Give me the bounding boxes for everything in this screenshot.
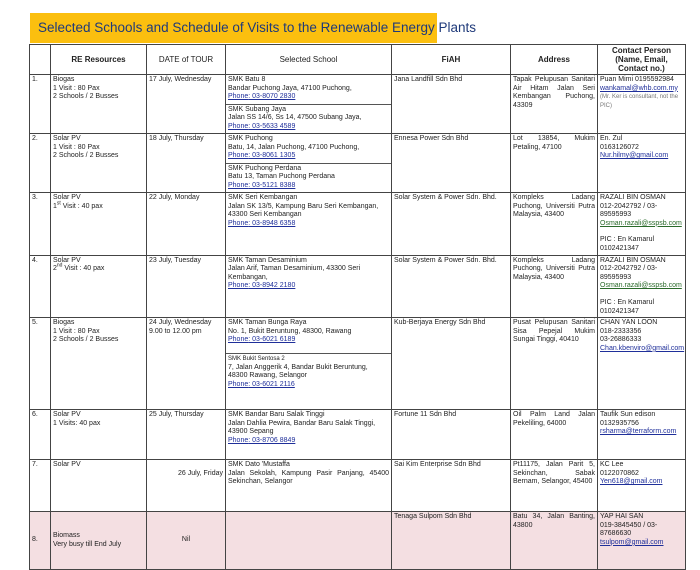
school-address: 7, Jalan Anggerik 4, Bandar Bukit Beruntung, 48300 Rawang, Selangor — [228, 363, 368, 380]
fiah-cell: Solar System & Power Sdn. Bhd. — [392, 193, 511, 256]
school-phone — [228, 437, 389, 446]
table-header-row — [30, 45, 686, 75]
school-cell — [226, 193, 392, 256]
contact-email-link[interactable]: Osman.razali@sspsb.com — [600, 219, 682, 227]
visit-number: 1 — [53, 202, 57, 210]
school-cell — [226, 134, 392, 193]
table-row — [30, 460, 686, 512]
phone-label: Phone — [228, 219, 249, 227]
contact-email-link[interactable]: Nur.hilmy@gmail.com — [600, 152, 669, 160]
school-cell — [226, 75, 392, 134]
fiah-cell: Kub-Berjaya Energy Sdn Bhd — [392, 318, 511, 410]
contact-name: YAP HAI SAN — [600, 513, 644, 521]
contact-pic: PIC : En Kamarul 0102421347 — [600, 298, 655, 315]
header-address: Address — [511, 45, 598, 75]
school-address: No. 1, Bukit Beruntung, 48300, Rawang — [228, 327, 352, 335]
contact-name: RAZALI BIN OSMAN — [600, 194, 666, 201]
address-cell: Tapak Pelupusan Sanitari Air Hitam Jalan Seri Kembangan Puchong, 43309 — [511, 75, 598, 134]
school-cell — [226, 460, 392, 512]
contact-cell — [598, 512, 686, 570]
school-address: Batu 13, Taman Puchong Perdana — [228, 173, 335, 181]
re-resources-cell — [51, 75, 147, 134]
school-phone — [228, 93, 389, 102]
table-row — [30, 318, 686, 410]
header-selected-school: Selected School — [226, 45, 392, 75]
address-cell: Lot 13854, Mukim Petaling, 47100 — [511, 134, 598, 193]
school-entry — [226, 163, 391, 191]
school-name: SMK Subang Jaya — [228, 105, 286, 113]
re-type: Solar PV — [53, 256, 81, 264]
re-schools: 2 Schools / 2 Busses — [53, 93, 119, 101]
fiah-cell: Sai Kim Enterprise Sdn Bhd — [392, 460, 511, 512]
contact-cell — [598, 318, 686, 410]
row-number: 2. — [30, 134, 51, 193]
re-type: Biogas — [53, 319, 75, 327]
tour-date: 24 July, Wednesday — [149, 319, 212, 327]
address-cell: Batu 34, Jalan Banting, 43800 — [511, 512, 598, 570]
re-note: Very busy till End July — [53, 540, 122, 548]
re-visits: 1 Visit : 80 Pax — [53, 143, 100, 151]
contact-cell — [598, 410, 686, 460]
phone-link[interactable]: : 03-8942 2180 — [248, 282, 296, 290]
re-visits: 1 Visit : 80 Pax — [53, 327, 100, 335]
re-type: Solar PV — [53, 411, 81, 419]
contact-cell — [598, 134, 686, 193]
re-schools: 2 Schools / 2 Busses — [53, 152, 119, 160]
fiah-cell: Fortune 11 Sdn Bhd — [392, 410, 511, 460]
fiah-cell: Ennesa Power Sdn Bhd — [392, 134, 511, 193]
school-phone — [228, 123, 389, 132]
school-phone — [228, 282, 389, 291]
row-number: 5. — [30, 318, 51, 410]
contact-name: CHAN YAN LOON — [600, 319, 658, 327]
contact-name: En. Zul — [600, 135, 623, 142]
re-resources-cell — [51, 410, 147, 460]
contact-phone: 018-2333356 — [600, 327, 642, 335]
header-contact: Contact Person (Name, Email, Contact no.) — [598, 45, 686, 75]
re-type: Solar PV — [53, 194, 81, 201]
re-type: Solar PV — [53, 135, 81, 142]
re-resources-cell — [51, 134, 147, 193]
re-visits — [53, 200, 144, 212]
school-cell — [226, 410, 392, 460]
re-type: Biomass — [53, 532, 80, 540]
contact-phone: 0122070862 — [600, 469, 639, 477]
contact-email-link[interactable]: rsharma@terraform.com — [600, 428, 677, 436]
tour-time: 9.00 to 12.00 pm — [149, 327, 202, 335]
phone-label: Phone — [228, 93, 249, 101]
address-cell: Oil Palm Land Jalan Pekeliling, 64000 — [511, 410, 598, 460]
header-date: DATE of TOUR — [147, 45, 226, 75]
re-visits: 1 Visits: 40 pax — [53, 419, 101, 427]
contact-name: RAZALI BIN OSMAN — [600, 256, 666, 264]
phone-link[interactable]: : 03-6021 2116 — [248, 380, 295, 388]
address-cell: Pt11175, Jalan Parit 5, Sekinchan, Sabak Bernam, Selangor, 45400 — [511, 460, 598, 512]
tour-date: 25 July, Thursday — [147, 410, 226, 460]
school-phone — [228, 152, 389, 161]
contact-email-link[interactable]: tsulpom@gmail.com — [600, 538, 664, 546]
row-number-text: 8. — [32, 536, 38, 544]
tour-date-text: Nil — [181, 536, 191, 544]
re-visits — [53, 262, 144, 274]
school-name: SMK Taman Desaminium — [228, 256, 307, 264]
contact-email-link[interactable]: Chan.kbenviro@gmail.com — [600, 344, 685, 352]
phone-label: Phone — [228, 122, 249, 130]
school-entry — [226, 353, 391, 389]
fiah-cell: Jana Landfill Sdn Bhd — [392, 75, 511, 134]
tour-date: 26 July, Friday — [147, 460, 226, 512]
school-cell — [226, 318, 392, 410]
contact-phone: 0132935756 — [600, 419, 639, 427]
re-resources-cell — [51, 460, 147, 512]
tour-date: 18 July, Thursday — [147, 134, 226, 193]
contact-phone: 0163126072 — [600, 143, 639, 151]
address-cell: Pusat Pelupusan Sanitari Sisa Pepejal Mukim Sungai Tinggi, 40410 — [511, 318, 598, 410]
row-number — [30, 512, 51, 570]
row-number: 3. — [30, 193, 51, 256]
address-cell: Kompleks Ladang Puchong, Universiti Putra Malaysia, 43400 — [511, 193, 598, 256]
re-schools: 2 Schools / 2 Busses — [53, 336, 119, 344]
school-address: Jalan Dahlia Pewira, Bandar Baru Salak Tinggi, 43900 Sepang — [228, 419, 376, 436]
phone-link[interactable]: : 03-5633 4589 — [248, 122, 296, 130]
contact-email-link[interactable]: Yen618@gmail.com — [600, 478, 663, 486]
re-resources-cell — [51, 193, 147, 256]
phone-label: Phone — [228, 336, 249, 344]
school-address: Jalan Arif, Taman Desaminium, 43300 Seri Kembangan, — [228, 265, 361, 281]
tour-date: 23 July, Tuesday — [147, 255, 226, 318]
table-row — [30, 75, 686, 134]
contact-cell — [598, 460, 686, 512]
school-phone — [228, 381, 389, 390]
row-number: 1. — [30, 75, 51, 134]
contact-name: KC Lee — [600, 461, 624, 469]
school-name: SMK Bandar Baru Salak Tinggi — [228, 411, 325, 419]
contact-cell — [598, 75, 686, 134]
school-address: Batu, 14, Jalan Puchong, 47100 Puchong, — [228, 143, 360, 151]
fiah-cell: Solar System & Power Sdn. Bhd. — [392, 255, 511, 318]
table-row — [30, 512, 686, 570]
row-number: 7. — [30, 460, 51, 512]
tour-date-cell — [147, 318, 226, 410]
re-type: Solar PV — [53, 461, 81, 469]
school-name: SMK Batu 8 — [228, 76, 266, 83]
re-type: Biogas — [53, 76, 75, 83]
contact-name: Puan Mimi 0195592984 — [600, 76, 674, 83]
table-row — [30, 410, 686, 460]
phone-label: Phone — [228, 181, 249, 189]
visit-ordinal: st — [56, 200, 61, 207]
visit-text: Visit : 40 pax — [60, 202, 103, 210]
contact-phone: 012-2042792 / 03-89595993 — [600, 265, 658, 281]
school-entry — [226, 104, 391, 132]
contact-phone: 019-3845450 / 03-87686630 — [600, 521, 658, 538]
phone-link[interactable]: : 03-5121 8388 — [248, 181, 296, 189]
tour-date: 17 July, Wednesday — [147, 75, 226, 134]
re-resources-cell — [51, 512, 147, 570]
contact-email-link[interactable]: Osman.razali@sspsb.com — [600, 282, 682, 290]
school-address: Jalan SK 13/5, Kampung Baru Seri Kembangan, 43300 Seri Kembangan — [228, 202, 379, 219]
header-fiah: FiAH — [392, 45, 511, 75]
visit-number: 2 — [53, 265, 57, 273]
phone-label: Phone — [228, 380, 249, 388]
contact-name: Taufik Sun edison — [600, 411, 656, 419]
phone-link[interactable]: : 03-8070 2830 — [248, 93, 296, 101]
table-row — [30, 255, 686, 318]
school-name: SMK Taman Bunga Raya — [228, 319, 307, 327]
contact-cell — [598, 255, 686, 318]
contact-pic: PIC : En Kamarul 0102421347 — [600, 236, 655, 252]
school-name: SMK Bukit Sentosa 2 — [228, 355, 285, 362]
phone-link[interactable]: : 03-6021 6189 — [248, 336, 296, 344]
phone-link[interactable]: : 03-8948 6358 — [248, 219, 296, 227]
school-phone — [228, 182, 389, 191]
school-phone — [228, 336, 389, 345]
contact-phone: 012-2042792 / 03-89595993 — [600, 202, 658, 219]
school-address: Jalan Sekolah, Kampung Pasir Panjang, 45400 Sekinchan, Selangor — [228, 469, 389, 486]
school-phone — [228, 220, 389, 229]
header-no — [30, 45, 51, 75]
table-row — [30, 134, 686, 193]
row-number: 6. — [30, 410, 51, 460]
school-name: SMK Seri Kembangan — [228, 194, 298, 201]
school-cell — [226, 255, 392, 318]
phone-link[interactable]: : 03-8061 1305 — [248, 152, 296, 160]
school-cell — [226, 512, 392, 570]
phone-link[interactable]: : 03-8706 8849 — [248, 436, 296, 444]
table-row — [30, 193, 686, 256]
schedule-table — [29, 44, 686, 570]
school-name: SMK Puchong — [228, 135, 273, 142]
phone-label: Phone — [228, 152, 249, 160]
page-title: Selected Schools and Schedule of Visits to the Renewable Energy Plants — [30, 13, 437, 43]
phone-label: Phone — [228, 436, 249, 444]
row-number: 4. — [30, 255, 51, 318]
tour-date: 22 July, Monday — [147, 193, 226, 256]
fiah-cell: Tenaga Sulpom Sdn Bhd — [392, 512, 511, 570]
re-resources-cell — [51, 318, 147, 410]
re-visits: 1 Visit : 80 Pax — [53, 84, 100, 92]
contact-email-link[interactable]: wankamal@whb.com.my — [600, 84, 678, 92]
tour-date — [147, 512, 226, 570]
contact-note: (Mr. Ker is consultant, not the PIC) — [600, 94, 679, 109]
contact-phone-2: 03-26886333 — [600, 336, 642, 344]
phone-label: Phone — [228, 282, 249, 290]
visit-text: Visit : 40 pax — [62, 265, 105, 273]
address-cell: Kompleks Ladang Puchong, Universiti Putra Malaysia, 43400 — [511, 255, 598, 318]
school-address: Bandar Puchong Jaya, 47100 Puchong, — [228, 84, 352, 92]
re-resources-cell — [51, 255, 147, 318]
contact-cell — [598, 193, 686, 256]
school-name: SMK Puchong Perdana — [228, 164, 302, 172]
header-re-resources: RE Resources — [51, 45, 147, 75]
school-name: SMK Dato 'Mustaffa — [228, 461, 290, 469]
visit-ordinal: nd — [56, 262, 63, 269]
school-address: Jalan SS 14/6, Ss 14, 47500 Subang Jaya, — [228, 114, 362, 122]
